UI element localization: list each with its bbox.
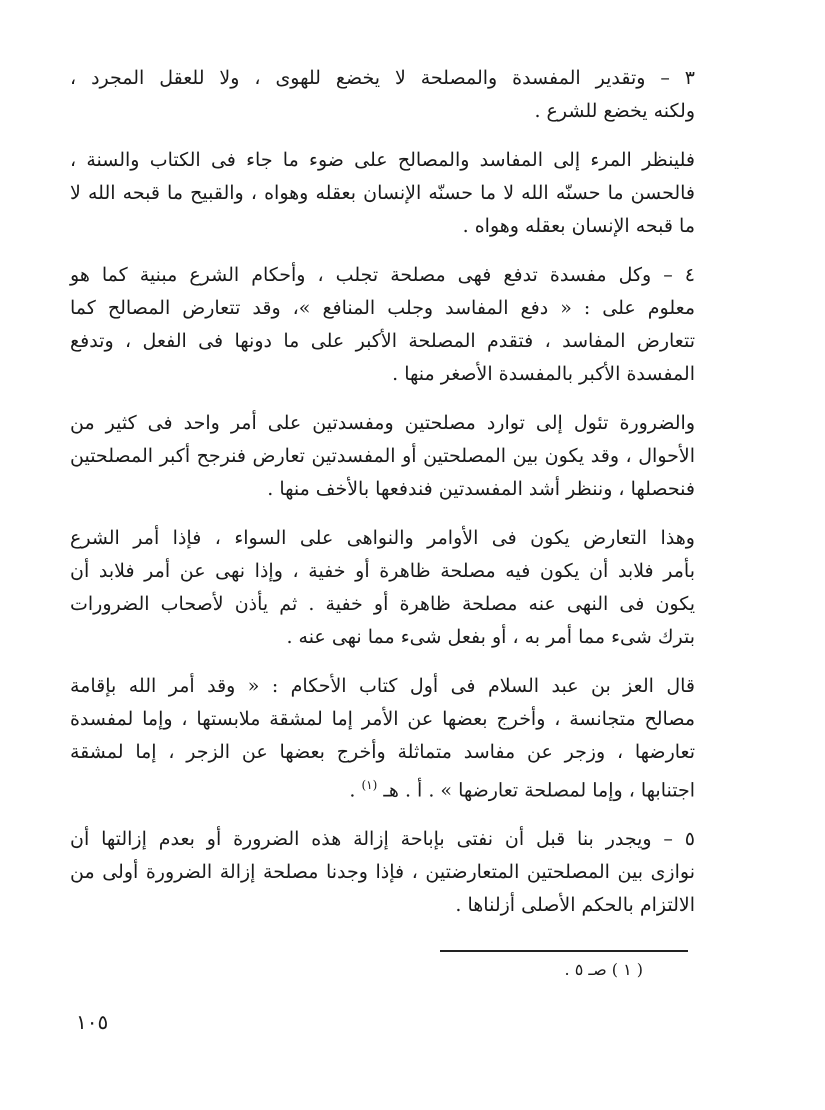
text-line: نوازى بين المصلحتين المتعارضتين ، فإذا وجدنا مصلحة إزالة الضرورة أولى من	[70, 861, 695, 884]
paragraph-3	[70, 259, 695, 391]
text-line: الالتزام بالحكم الأصلى أزلناها .	[455, 894, 695, 917]
line-tail: .	[349, 779, 362, 802]
paragraph-2	[70, 144, 695, 243]
text-line-with-footnote	[70, 769, 695, 807]
footnote-divider	[440, 950, 688, 952]
text-line: معلوم على : « دفع المفاسد وجلب المنافع »، وقد تتعارض المصالح كما	[70, 297, 695, 319]
text-line: قال العز بن عبد السلام فى أول كتاب الأحكام : « وقد أمر الله بإقامة	[70, 675, 695, 697]
text-line: بترك شىء مما أمر به ، أو بفعل شىء مما نهى عنه .	[286, 626, 695, 648]
paragraph-6-quote	[70, 670, 695, 807]
text-line: ٣ – وتقدير المفسدة والمصلحة لا يخضع للهوى ، ولا للعقل المجرد ،	[70, 67, 695, 89]
page-body	[70, 62, 695, 938]
text-line: ٥ – ويجدر بنا قبل أن نفتى بإباحة إزالة هذه الضرورة أو بعدم إزالتها أن	[70, 828, 695, 851]
text-line: فنحصلها ، وننظر أشد المفسدتين فندفعها بالأخف منها .	[267, 478, 695, 500]
page-number: ١٠٥	[76, 1010, 109, 1034]
text-line: اجتنابها ، وإما لمصلحة تعارضها » . أ . هـ	[383, 779, 695, 802]
paragraph-1	[70, 62, 695, 128]
text-line: ولكنه يخضع للشرع .	[534, 100, 695, 122]
paragraph-4	[70, 407, 695, 506]
text-line: تعارضها ، وزجر عن مفاسد متماثلة وأخرج بعضها عن الزجر ، إما لمشقة	[70, 741, 695, 763]
text-line: ٤ – وكل مفسدة تدفع فهى مصلحة تجلب ، وأحكام الشرع مبنية كما هو	[70, 264, 695, 286]
text-line: وهذا التعارض يكون فى الأوامر والنواهى على السواء ، فإذا أمر الشرع	[70, 527, 695, 549]
paragraph-7	[70, 823, 695, 922]
text-line: تتعارض المفاسد ، فتقدم المصلحة الأكبر على ما دونها فى الفعل ، وتدفع	[70, 330, 695, 352]
footnote: ( ١ ) صـ ٥ .	[564, 960, 643, 979]
text-line: فلينظر المرء إلى المفاسد والمصالح على ضوء ما جاء فى الكتاب والسنة ،	[70, 149, 695, 171]
text-line: ما قبحه الإنسان بعقله وهواه .	[462, 215, 695, 237]
paragraph-5	[70, 522, 695, 654]
text-line: يكون فى النهى عنه مصلحة ظاهرة أو خفية . ثم يأذن لأصحاب الضرورات	[70, 593, 695, 615]
text-line: فالحسن ما حسنّه الله لا ما حسنّه الإنسان بعقله وهواه ، والقبيح ما قبحه الله لا	[70, 182, 695, 204]
text-line: الأحوال ، وقد يكون بين المصلحتين أو المفسدتين تعارض فنرجح أكبر المصلحتين	[70, 445, 695, 467]
text-line: بأمر فلابد أن يكون فيه مصلحة ظاهرة أو خفية ، وإذا نهى عن أمر فلابد أن	[70, 560, 695, 582]
footnote-reference[interactable]: (١)	[361, 778, 378, 792]
text-line: والضرورة تئول إلى توارد مصلحتين ومفسدتين على أمر واحد فى كثير من	[70, 412, 695, 434]
text-line: مصالح متجانسة ، وأخرج بعضها عن الأمر إما لمشقة ملابستها ، وإما لمفسدة	[70, 708, 695, 730]
text-line: المفسدة الأكبر بالمفسدة الأصغر منها .	[392, 363, 695, 385]
